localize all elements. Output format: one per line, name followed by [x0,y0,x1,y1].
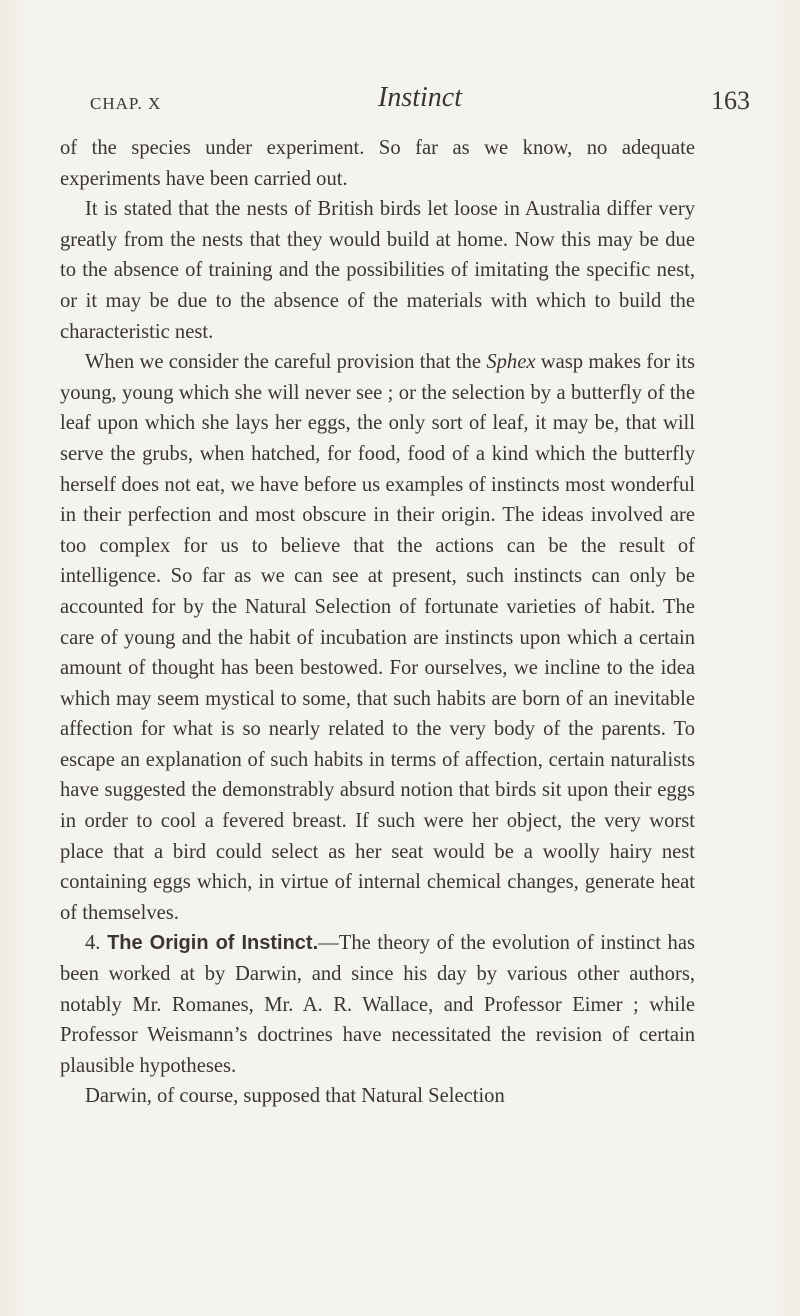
chapter-label: CHAP. X [90,94,162,113]
running-title: Instinct [378,82,462,113]
page-number: 163 [711,86,750,115]
paragraph-continuation: of the species under experiment. So far as we know, no adequate experiments have been carried out. [60,137,695,190]
sphex-text-after: wasp makes for its young, young which she will never see ; or the selection by a butterfly of the leaf upon which she lays her eggs, the only sort of leaf, it may be, that will serve the grubs, when hatched, for food, food of a kind which the butterfly herself does not eat, we have before us examples of instincts most wonderful in their perfection and most obscure in their origin. The ideas involved are too complex for us to believe that the actions can be the result of intelligence. So far as we can see at present, such instincts can only be accounted for by the Natural Selection of fortunate varieties of habit. The care of young and the habit of incubation are instincts upon which a certain amount of thought has been bestowed. For ourselves, we incline to the idea which may seem mystical to some, that such habits are born of an inevitable affection for what is so nearly related to the very body of the parents. To escape an explanation of such habits in terms of affection, certain naturalists have suggested the demonstrably absurd notion that birds sit upon their eggs in order to cool a fevered breast. If such were her object, the very worst place that a bird could select as her seat would be a woolly hairy nest containing eggs which, in virtue of internal chemical changes, generate heat of themselves. [60,351,695,924]
paragraph-sphex [60,347,695,928]
paragraph-darwin: Darwin, of course, supposed that Natural Selection [85,1085,505,1108]
section-number: 4. [85,932,101,955]
paragraph-british-birds: It is stated that the nests of British birds let loose in Australia differ very greatly from the nests that they would build at home. Now this may be due to the absence of training and the possibilities of imitating the specific nest, or it may be due to the absence of the materials with which to build the characteristic nest. [60,198,695,343]
sphex-text-before: When we consider the careful provision that the [85,351,487,374]
section-heading: The Origin of Instinct. [107,932,319,955]
section-text: —The theory of the evolution of instinct has been worked at by Darwin, and since his day by various other authors, notably Mr. Romanes, Mr. A. R. Wallace, and Professor Eimer ; while Professor Weismann’s doctrines have necessitated the revision of certain plausible hypotheses. [60,932,695,1077]
running-header [90,80,750,120]
sphex-italic: Sphex [486,351,536,374]
page-body [60,133,695,1112]
paragraph-section-origin [60,928,695,1081]
